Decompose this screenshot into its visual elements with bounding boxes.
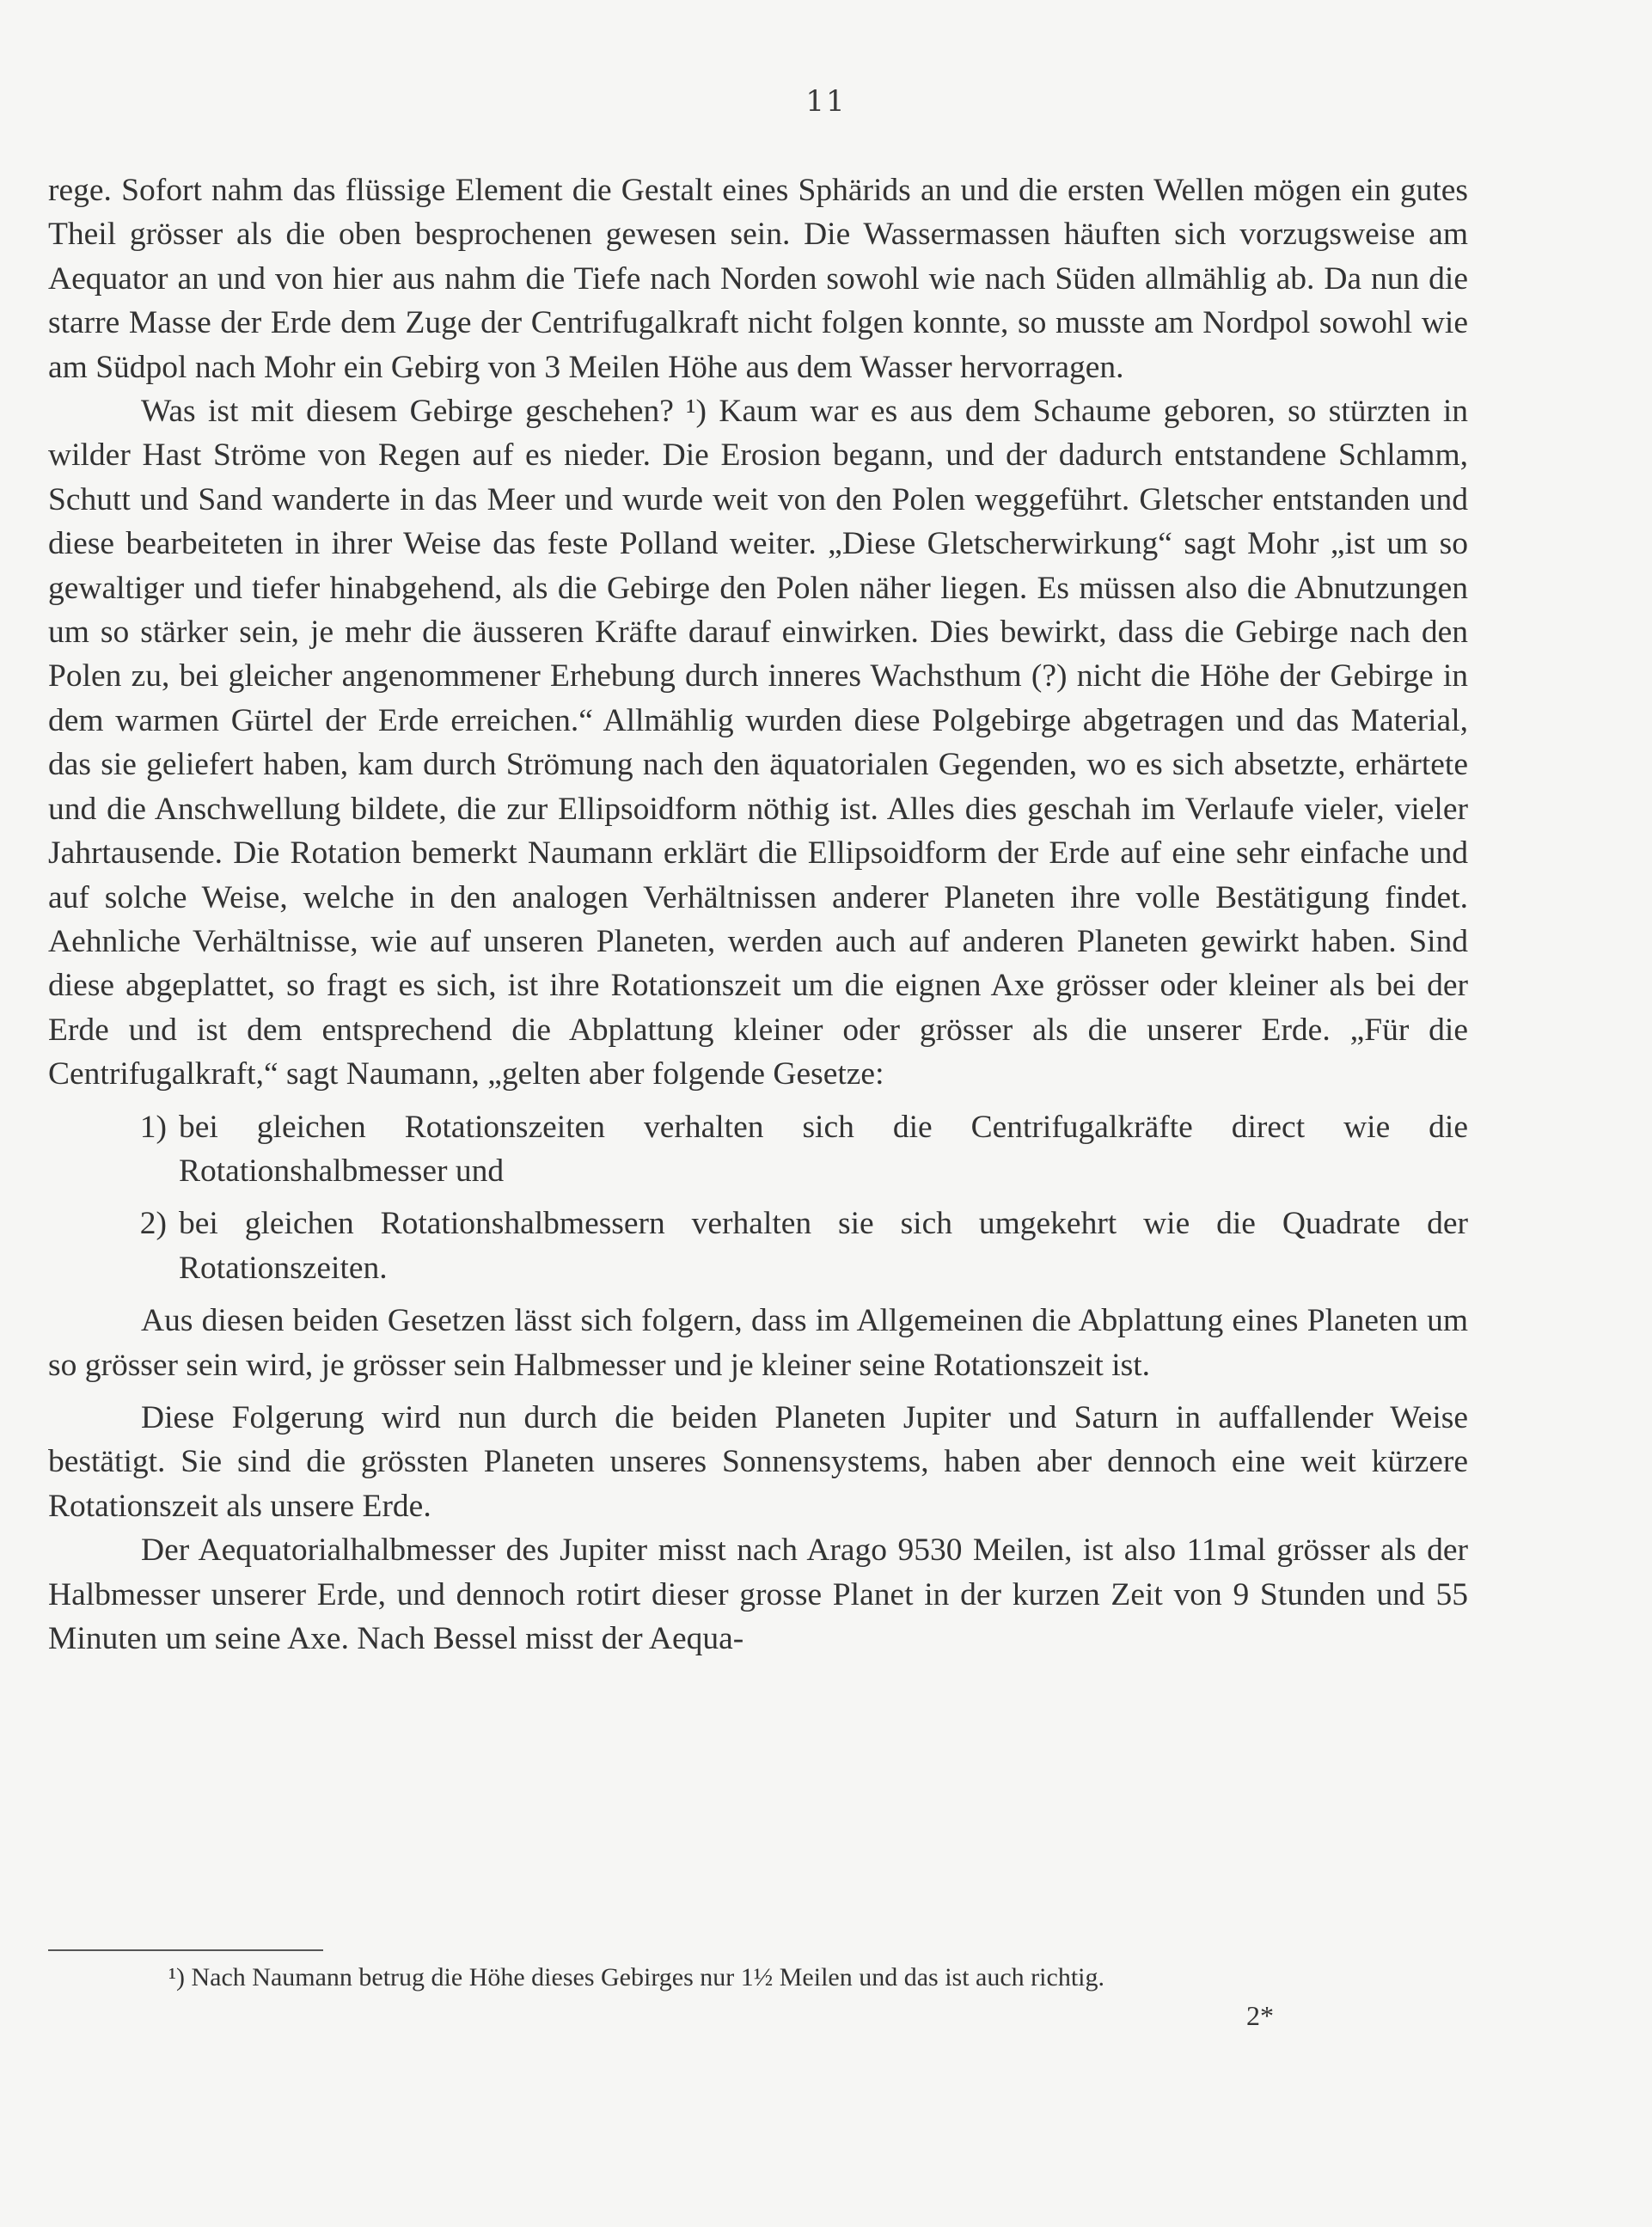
paragraph: Was ist mit diesem Gebirge geschehen? ¹) Kaum war es aus dem Schaume geboren, so stürzten in wilder Hast Ströme von Regen auf es nieder. Die Erosion begann, und der dadurch entstandene Schlamm, Schutt und Sand wanderte in das Meer und wurde weit von den Polen weggeführt. Gletscher entstanden und diese bearbeiteten in ihrer Weise das feste Polland weiter. „Diese Gletscherwirkung“ sagt Mohr „ist um so gewaltiger und tiefer hinabgehend, als die Gebirge den Polen näher liegen. Es müssen also die Abnutzungen um so stärker sein, je mehr die äusseren Kräfte darauf einwirken. Dies bewirkt, dass die Gebirge nach den Polen zu, bei gleicher angenommener Erhebung durch inneres Wachsthum (?) nicht die Höhe der Gebirge in dem warmen Gürtel der Erde erreichen.“ Allmählig wurden diese Polgebirge abgetragen und das Material, das sie geliefert haben, kam durch Strömung nach den äquatorialen Gegenden, wo es sich absetzte, erhärtete und die Anschwellung bildete, die zur Ellipsoidform nöthig ist. Alles dies geschah im Verlaufe vieler, vieler Jahrtausende. Die Rotation bemerkt Naumann erklärt die Ellipsoidform der Erde auf eine sehr einfache und auf solche Weise, welche in den analogen Verhältnissen anderer Planeten ihre volle Bestätigung findet. Aehnliche Verhältnisse, wie auf unseren Planeten, werden auch auf anderen Planeten gewirkt haben. Sind diese abgeplattet, so fragt es sich, ist ihre Rotationszeit um die eignen Axe grösser oder kleiner als bei der Erde und ist dem entsprechend die Abplattung kleiner oder grösser als die unserer Erde. „Für die Centrifugalkraft,“ sagt Naumann, „gelten aber folgende Gesetze:	[48, 394, 1468, 1092]
list-item	[48, 1105, 1468, 1194]
footnote-divider	[48, 1949, 323, 1951]
footnote: ¹) Nach Naumann betrug die Höhe dieses Gebirges nur 1½ Meilen und das ist auch richtig.	[168, 1963, 1104, 1991]
page-number: 11	[805, 84, 847, 119]
list-marker: 1)	[139, 1109, 167, 1145]
list-marker: 2)	[139, 1206, 167, 1242]
paragraph: Der Aequatorialhalbmesser des Jupiter misst nach Arago 9530 Meilen, ist also 11mal grösser als der Halbmesser unserer Erde, und dennoch rotirt dieser grosse Planet in der kurzen Zeit von 9 Stunden und 55 Minuten um seine Axe. Nach Bessel misst der Aequa-	[48, 1533, 1468, 1656]
paragraph: Diese Folgerung wird nun durch die beiden Planeten Jupiter und Saturn in auffallender Weise bestätigt. Sie sind die grössten Planeten unseres Sonnensystems, haben aber dennoch eine weit kürzere Rotationszeit als unsere Erde.	[48, 1399, 1468, 1524]
list-text: bei gleichen Rotationszeiten verhalten sich die Centrifugalkräfte direct wie die Rotationshalbmesser und	[179, 1109, 1468, 1189]
paragraph: Aus diesen beiden Gesetzen lässt sich folgern, dass im Allgemeinen die Abplattung eines Planeten um so grösser sein wird, je grösser sein Halbmesser und je kleiner seine Rotationszeit ist.	[48, 1303, 1468, 1383]
paragraph: rege. Sofort nahm das flüssige Element die Gestalt eines Sphärids an und die ersten Wellen mögen ein gutes Theil grösser als die oben besprochenen gewesen sein. Die Wassermassen häuften sich vorzugsweise am Aequator an und von hier aus nahm die Tiefe nach Norden sowohl wie nach Süden allmählig ab. Da nun die starre Masse der Erde dem Zuge der Centrifugalkraft nicht folgen konnte, so musste am Nordpol sowohl wie am Südpol nach Mohr ein Gebirg von 3 Meilen Höhe aus dem Wasser hervorragen.	[48, 173, 1468, 385]
signature-mark: 2*	[1246, 2000, 1274, 2031]
list-item	[48, 1202, 1468, 1290]
body-text	[48, 168, 1468, 1661]
list-text: bei gleichen Rotationshalbmessern verhalten sie sich umgekehrt wie die Quadrate der Rotationszeiten.	[179, 1206, 1468, 1286]
